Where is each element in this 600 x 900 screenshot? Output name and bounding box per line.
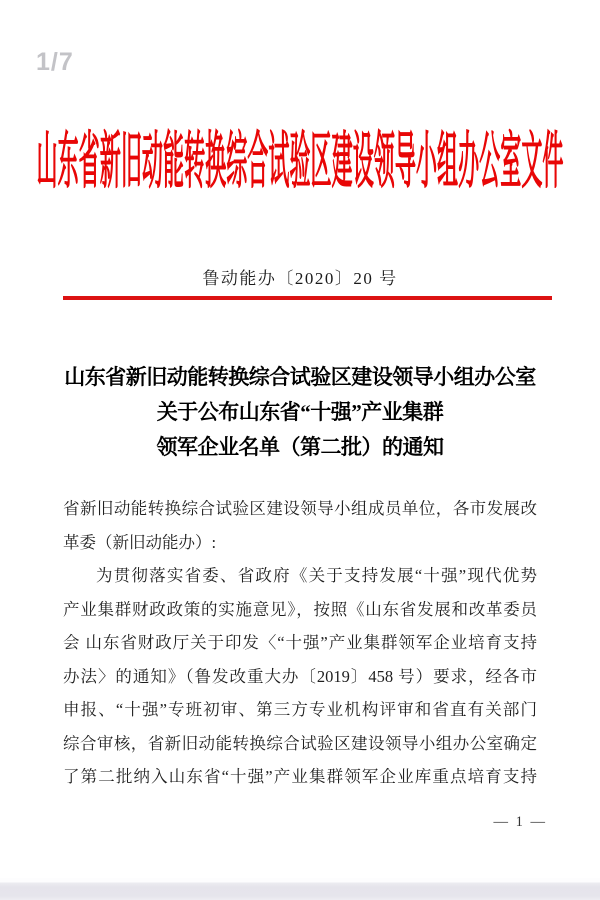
doc-number: 鲁动能办〔2020〕20 号 xyxy=(202,269,398,288)
notice-title-line-3: 领军企业名单（第二批）的通知 xyxy=(156,435,444,459)
body-line: 为贯彻落实省委、省政府《关于支持发展“十强”现代优势 xyxy=(96,566,537,585)
page-indicator: 1/7 xyxy=(36,48,74,76)
body-line: 省新旧动能转换综合试验区建设领导小组成员单位，各市发展改 xyxy=(63,499,537,518)
notice-title-line-2: 关于公布山东省“十强”产业集群 xyxy=(156,400,444,424)
body-line: 会 山东省财政厅关于印发〈“十强”产业集群领军企业培育支持 xyxy=(63,633,537,652)
notice-title-line-1: 山东省新旧动能转换综合试验区建设领导小组办公室 xyxy=(64,365,536,389)
body-line: 申报、“十强”专班初审、第三方专业机构评审和省直有关部门 xyxy=(63,700,537,719)
body-line: 了第二批纳入山东省“十强”产业集群领军企业库重点培育支持 xyxy=(63,767,537,786)
notice-body xyxy=(63,492,537,794)
body-line: 革委（新旧动能办）: xyxy=(63,532,217,552)
body-line: 综合审核，省新旧动能转换综合试验区建设领导小组办公室确定 xyxy=(63,733,537,753)
letterhead xyxy=(0,126,600,198)
letterhead-title: 山东省新旧动能转换综合试验区建设领导小组办公室文件 xyxy=(36,128,564,196)
notice-title xyxy=(30,360,570,465)
page-number: — 1 — xyxy=(493,814,547,830)
body-line: 产业集群财政政策的实施意见》，按照《山东省发展和改革委员 xyxy=(63,599,537,619)
red-separator-line xyxy=(63,296,552,300)
viewer-footer-strip xyxy=(0,878,600,900)
body-line: 办法〉的通知》（鲁发改重大办〔2019〕458 号）要求，经各市 xyxy=(63,666,538,686)
